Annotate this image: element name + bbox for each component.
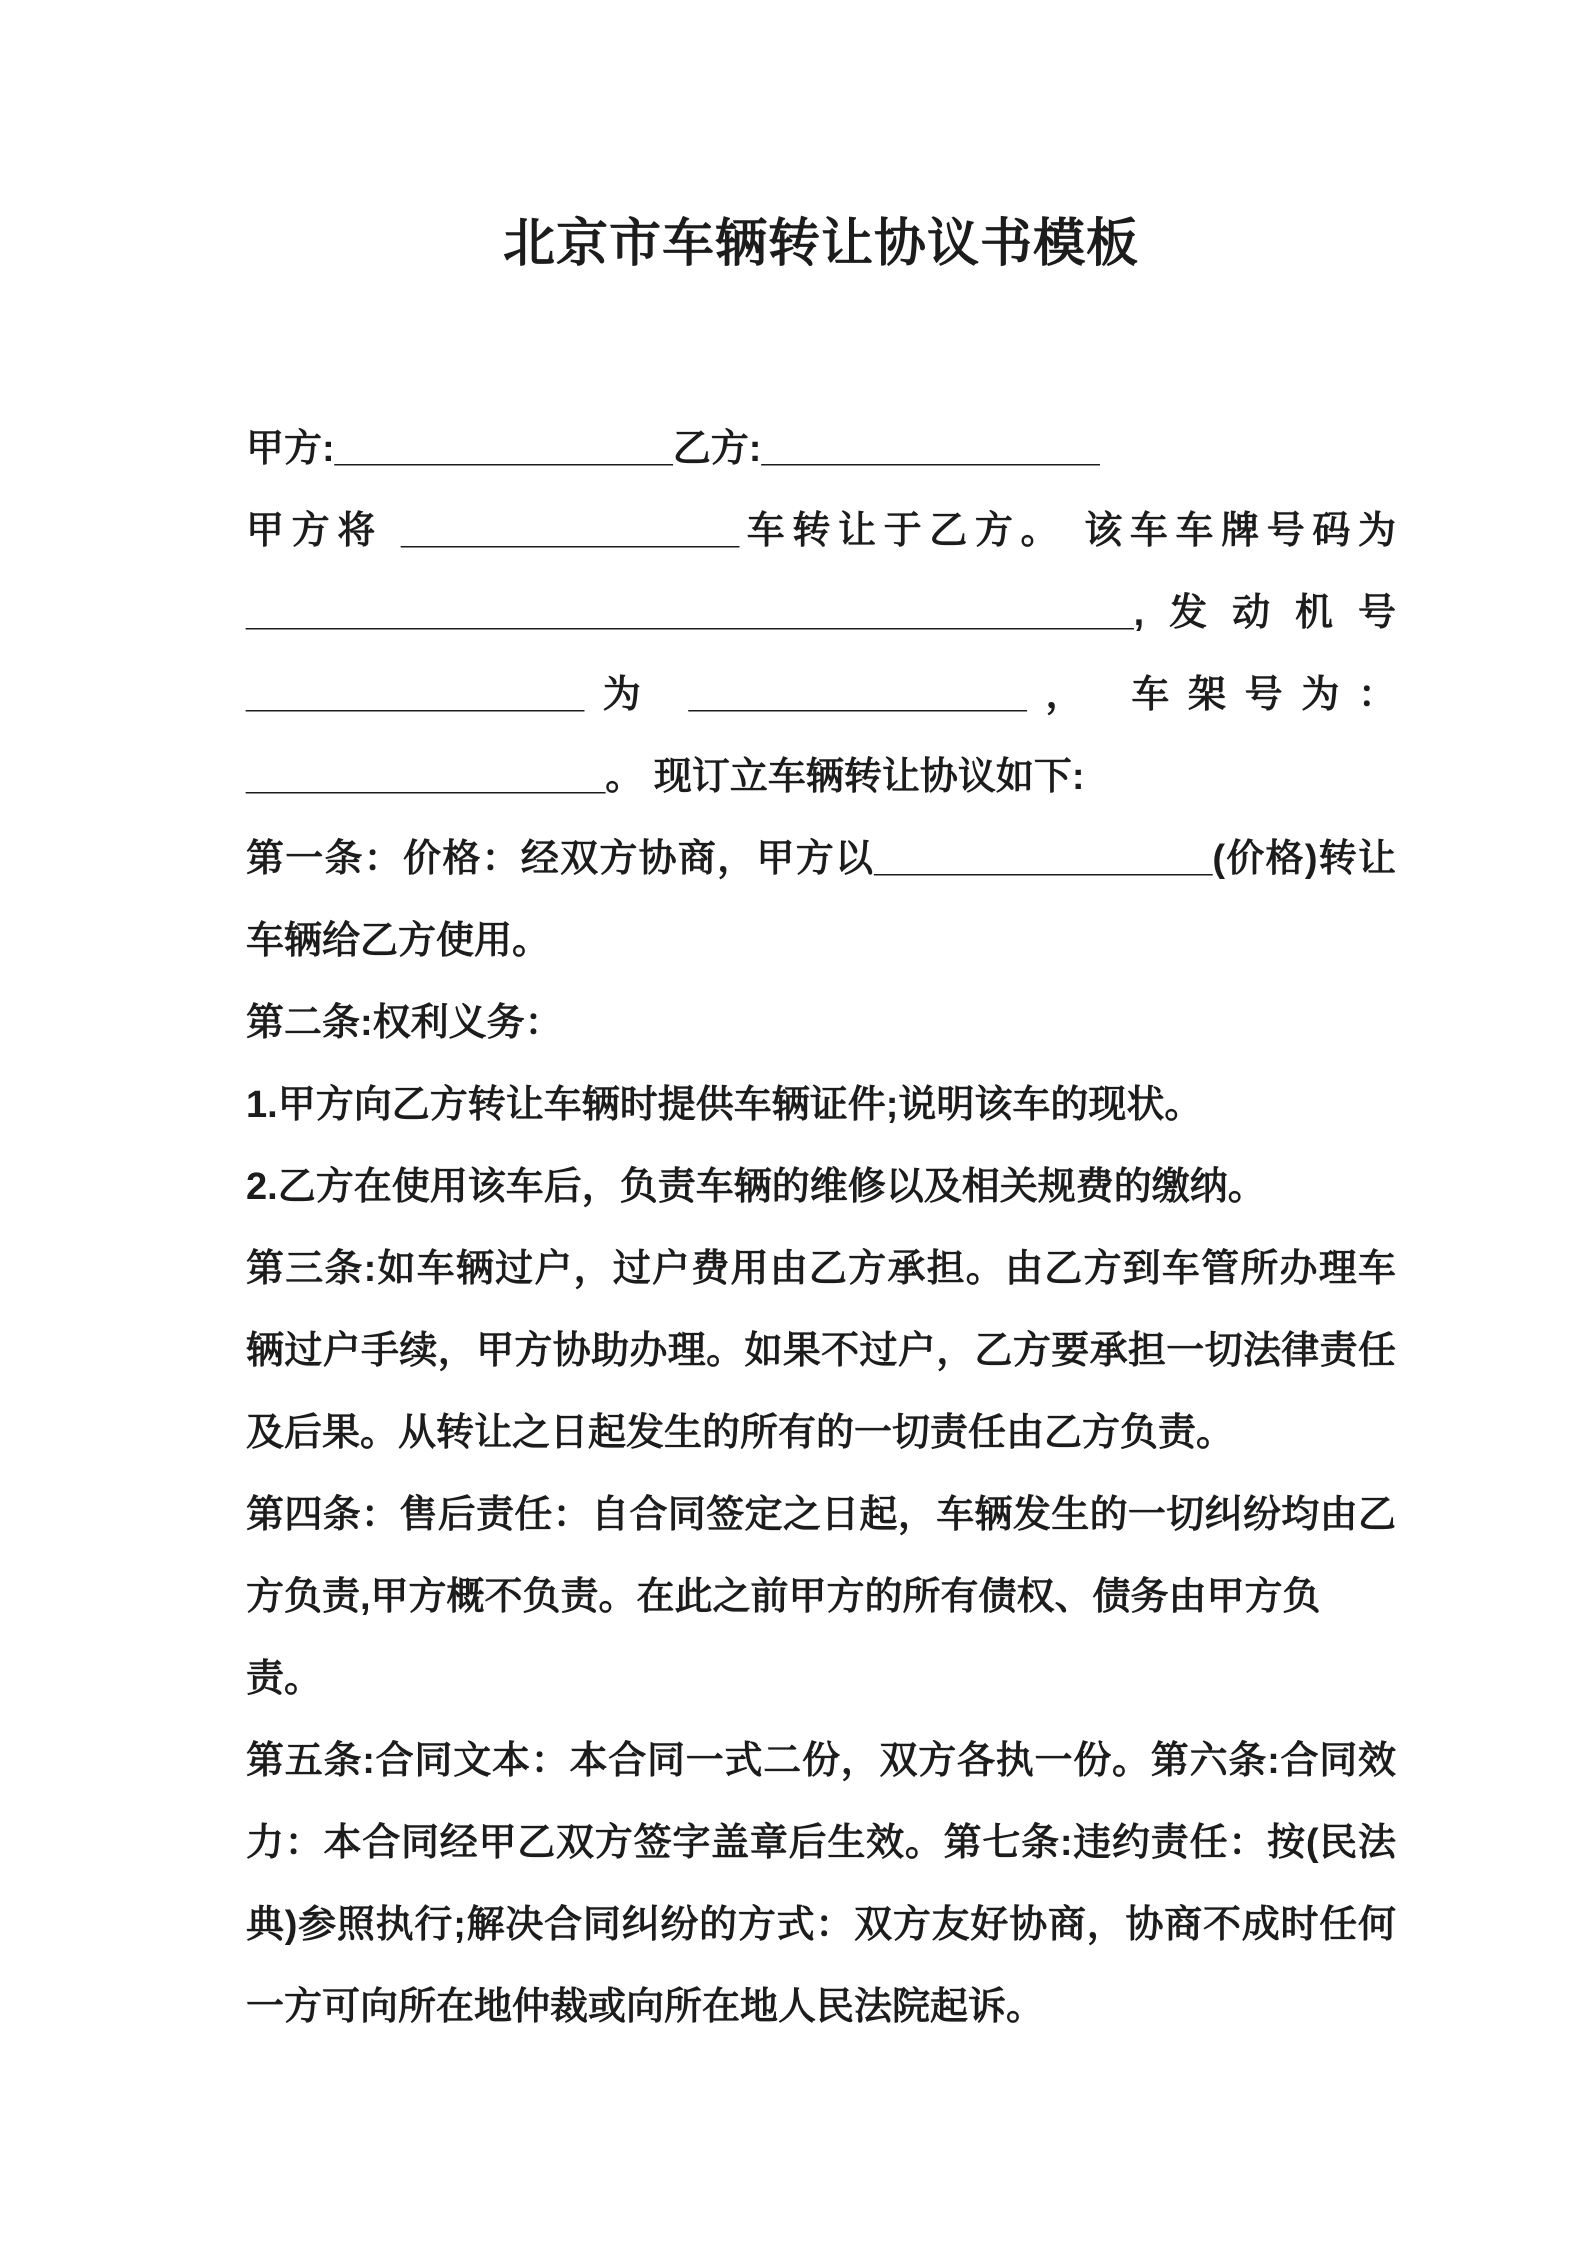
- document-body: [246, 408, 1396, 2048]
- line-clause-2-item-1: 1.甲方向乙方转让车辆时提供车辆证件;说明该车的现状。: [246, 1084, 1203, 1126]
- line-clause-2-item-2: 2.乙方在使用该车后，负责车辆的维修以及相关规费的缴纳。: [246, 1166, 1266, 1208]
- line-clause-7-cont: 典)参照执行;解决合同纠纷的方式：双方友好协商，协商不成时任何: [246, 1904, 1396, 1946]
- line-clause-6-7: 力：本合同经甲乙双方签字盖章后生效。第七条:违约责任：按(民法: [246, 1822, 1396, 1864]
- line-clause-5-6: 第五条:合同文本：本合同一式二份，双方各执一份。第六条:合同效: [246, 1740, 1396, 1782]
- line-party-blanks: 甲方:________________乙方:________________: [246, 428, 1100, 470]
- line-agreement-intro: _________________。 现订立车辆转让协议如下:: [246, 756, 1085, 798]
- line-clause-7-end: 一方可向所在地仲裁或向所在地人民法院起诉。: [246, 1986, 1045, 2028]
- line-clause-3-cont-2: 及后果。从转让之日起发生的所有的一切责任由乙方负责。: [246, 1412, 1235, 1454]
- line-engine-frame-blank: ________________为 ________________， 车架号为：: [246, 674, 1396, 716]
- line-clause-1-price: 第一条：价格：经双方协商，甲方以________________(价格)转让: [246, 838, 1396, 880]
- line-clause-2-heading: 第二条:权利义务：: [246, 1002, 563, 1044]
- document-title: 北京市车辆转让协议书模板: [502, 215, 1139, 273]
- line-clause-3-cont-1: 辆过户手续，甲方协助办理。如果不过户，乙方要承担一切法律责任: [246, 1330, 1396, 1372]
- line-clause-4-cont: 方负责,甲方概不负责。在此之前甲方的所有债权、债务由甲方负责。: [246, 1576, 1321, 1700]
- line-vehicle-transfer: 甲方将 ________________车转让于乙方。 该车车牌号码为: [246, 510, 1396, 552]
- line-clause-1-cont: 车辆给乙方使用。: [246, 920, 551, 962]
- line-clause-4: 第四条：售后责任：自合同签定之日起，车辆发生的一切纠纷均由乙: [246, 1494, 1396, 1536]
- line-clause-3: 第三条:如车辆过户，过户费用由乙方承担。由乙方到车管所办理车: [246, 1248, 1396, 1290]
- line-plate-engine-blank: __________________________________________,发动机号: [246, 592, 1396, 634]
